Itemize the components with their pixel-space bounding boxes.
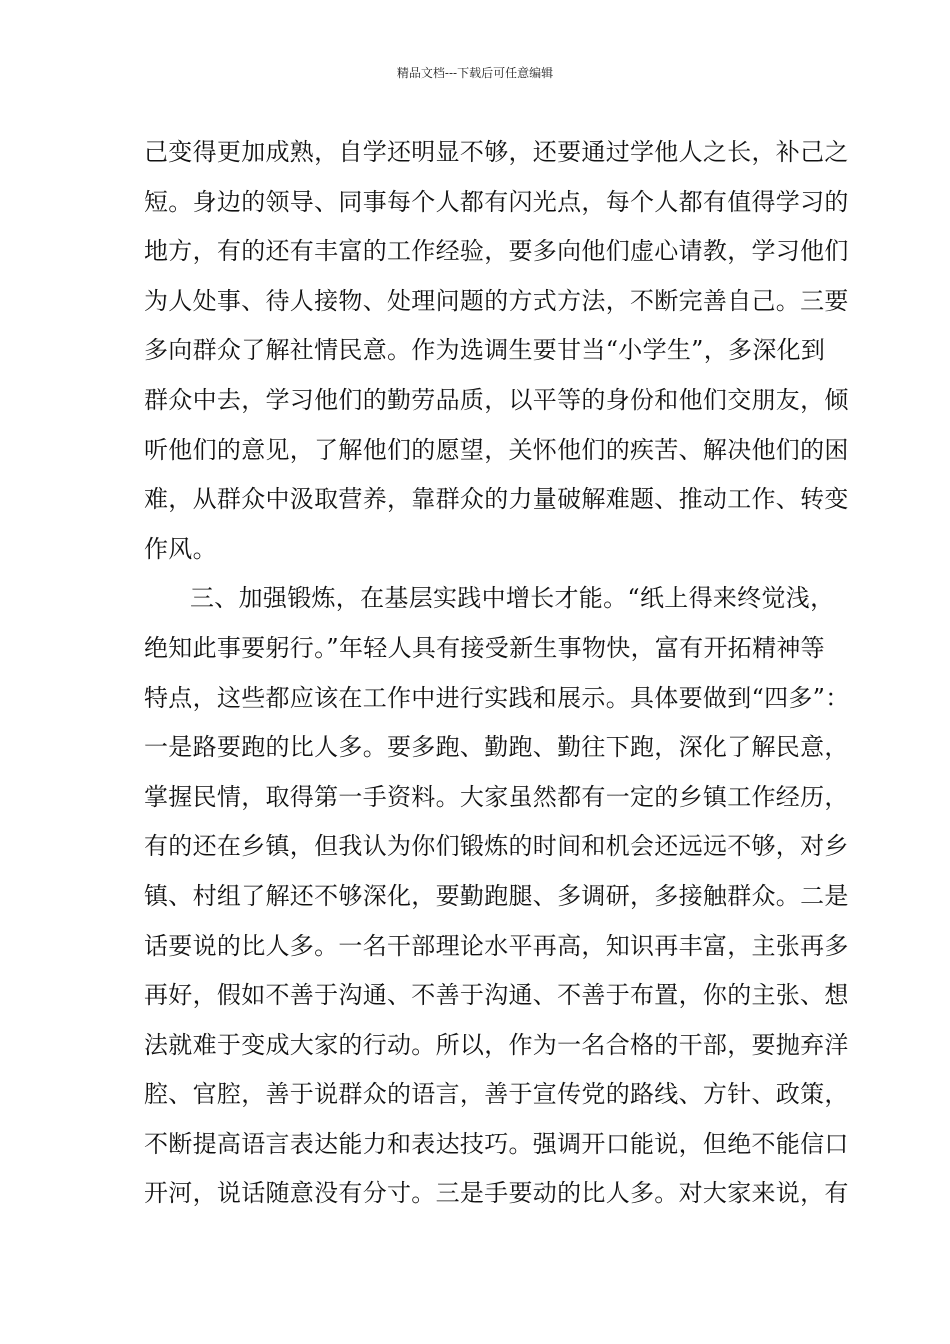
text-line: 镇、村组了解还不够深化，要勤跑腿、多调研，多接触群众。二是: [144, 881, 849, 910]
text-line: 有的还在乡镇，但我认为你们锻炼的时间和机会还远远不够，对乡: [144, 832, 849, 861]
text-line: 己变得更加成熟，自学还明显不够，还要通过学他人之长，补己之: [144, 138, 849, 166]
text-line: 不断提高语言表达能力和表达技巧。强调开口能说，但绝不能信口: [144, 1129, 849, 1158]
document-body: [144, 128, 850, 1219]
text-line: 地方，有的还有丰富的工作经验，要多向他们虚心请教，学习他们: [144, 237, 849, 266]
text-line: 特点，这些都应该在工作中进行实践和展示。具体要做到“四多”：: [144, 683, 850, 712]
text-line: 绝知此事要躬行。”年轻人具有接受新生事物快，富有开拓精神等: [144, 633, 825, 662]
text-line: 作风。: [144, 534, 217, 563]
text-line: 掌握民情，取得第一手资料。大家虽然都有一定的乡镇工作经历，: [144, 782, 849, 811]
text-line: 听他们的意见，了解他们的愿望，关怀他们的疾苦、解决他们的困: [144, 435, 849, 464]
text-line: 再好，假如不善于沟通、不善于沟通、不善于布置，你的主张、想: [144, 981, 849, 1010]
text-line: 群众中去，学习他们的勤劳品质，以平等的身份和他们交朋友，倾: [144, 385, 849, 414]
text-line: 话要说的比人多。一名干部理论水平再高，知识再丰富，主张再多: [144, 931, 849, 960]
page-header: 精品文档---下载后可任意编辑: [396, 66, 554, 80]
text-line: 多向群众了解社情民意。作为选调生要甘当“小学生”，多深化到: [144, 336, 826, 365]
text-line: 腔、官腔，善于说群众的语言，善于宣传党的路线、方针、政策，: [144, 1080, 849, 1109]
text-line: 短。身边的领导、同事每个人都有闪光点，每个人都有值得学习的: [144, 187, 849, 216]
text-line: 难，从群众中汲取营养，靠群众的力量破解难题、推动工作、转变: [144, 485, 849, 514]
text-line: 一是路要跑的比人多。要多跑、勤跑、勤往下跑，深化了解民意，: [144, 733, 849, 762]
paragraph-start-line: 三、加强锻炼，在基层实践中增长才能。“纸上得来终觉浅，: [190, 584, 835, 613]
text-line: 为人处事、待人接物、处理问题的方式方法，不断完善自己。三要: [144, 286, 849, 315]
text-line: 法就难于变成大家的行动。所以，作为一名合格的干部，要抛弃洋: [144, 1030, 849, 1059]
text-line: 开河，说话随意没有分寸。三是手要动的比人多。对大家来说，有: [144, 1179, 849, 1208]
